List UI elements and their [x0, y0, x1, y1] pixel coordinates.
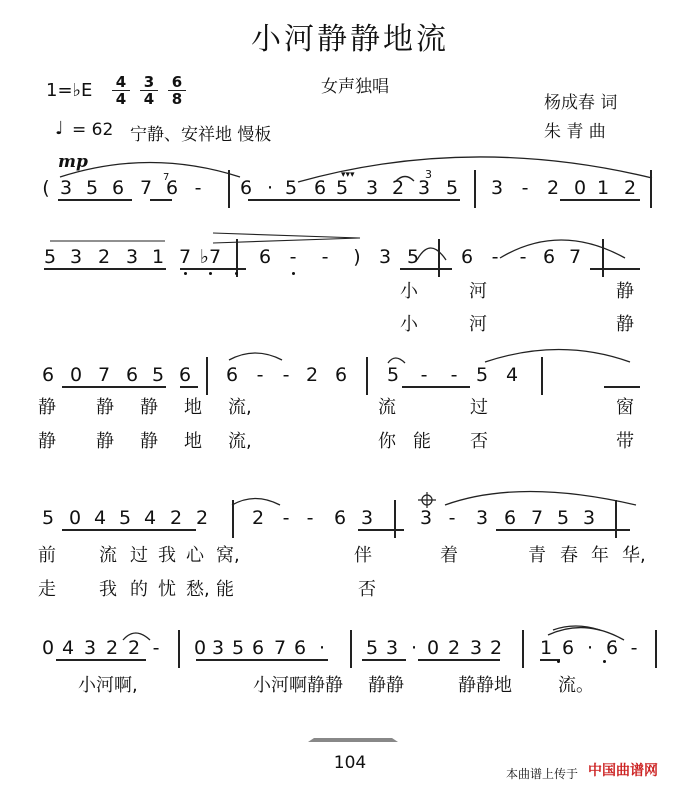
jianpu-note: 7 [97, 364, 111, 386]
lyric-verse-1: 春 [560, 545, 578, 566]
jianpu-note: 1 [539, 637, 553, 659]
sustain-dash: - [491, 246, 499, 268]
accent-mark: ▾▾▾ [341, 170, 355, 180]
dotted-note-mark: · [266, 177, 274, 199]
jianpu-note: 3 [211, 637, 225, 659]
jianpu-note: 2 [251, 507, 265, 529]
jianpu-note: 3 [378, 246, 392, 268]
jianpu-note: 2 [546, 177, 560, 199]
jianpu-note: 4 [143, 507, 157, 529]
dynamic-marking: mp [58, 152, 88, 172]
jianpu-note: 6 [239, 177, 253, 199]
lyric-verse-1: 青 [528, 545, 546, 566]
lyric-verse-1: 前 [38, 545, 56, 566]
tie-curve [388, 358, 405, 363]
jianpu-note: 0 [193, 637, 207, 659]
lyric-verse-2: 河 [469, 314, 487, 335]
jianpu-note: 5 [406, 246, 420, 268]
jianpu-note: 3 [83, 637, 97, 659]
jianpu-note: 6 [333, 507, 347, 529]
page-number: 104 [333, 753, 367, 773]
jianpu-note: 5 [475, 364, 489, 386]
lyric-verse-2: 走 [38, 579, 56, 600]
jianpu-note: 0 [426, 637, 440, 659]
jianpu-note: 2 [391, 177, 405, 199]
jianpu-note: 4 [505, 364, 519, 386]
jianpu-note: 6 [460, 246, 474, 268]
jianpu-note: 6 [258, 246, 272, 268]
lyric-verse-1: 静 [96, 397, 114, 418]
dotted-note-mark: · [318, 637, 326, 659]
lyricist-credit: 杨成春 词 [544, 93, 618, 113]
jianpu-note: ( [42, 177, 50, 199]
lyric-verse-1: 河 [469, 281, 487, 302]
sustain-dash: - [630, 637, 638, 659]
triplet-mark: 3 [425, 168, 432, 181]
lyric-verse-2: 能 [413, 431, 431, 452]
lyric-verse-2: 忧 [158, 579, 176, 600]
jianpu-note: 5 [231, 637, 245, 659]
sustain-dash: - [306, 507, 314, 529]
lyric-verse-1: 静静 [368, 675, 404, 696]
jianpu-note: 2 [305, 364, 319, 386]
jianpu-note: 3 [365, 177, 379, 199]
decrescendo-line [213, 233, 360, 238]
jianpu-note: 4 [61, 637, 75, 659]
sustain-dash: - [321, 246, 329, 268]
lyric-verse-1: 小河啊静静 [253, 675, 343, 696]
sustain-dash: - [521, 177, 529, 199]
jianpu-note: 2 [97, 246, 111, 268]
jianpu-note: 3 [582, 507, 596, 529]
sustain-dash: - [450, 364, 458, 386]
lyric-verse-1: 窝, [216, 545, 240, 566]
slur-curve [229, 353, 282, 360]
lyric-verse-1: 静 [616, 281, 634, 302]
jianpu-note: 6 [178, 364, 192, 386]
lyric-verse-1: 流 [378, 397, 396, 418]
jianpu-note: 7 [139, 177, 153, 199]
lyric-verse-1: 华, [622, 545, 646, 566]
key-signature: 1=♭E [46, 80, 93, 101]
sustain-dash: - [194, 177, 202, 199]
time-signature: 6 8 [168, 74, 186, 107]
lyric-verse-1: 心 [186, 545, 204, 566]
lyric-verse-2: 能 [216, 579, 234, 600]
lyric-verse-2: 愁, [186, 579, 210, 600]
performance-type: 女声独唱 [321, 77, 389, 97]
time-signature: 4 4 [112, 74, 130, 107]
jianpu-note: 3 [490, 177, 504, 199]
lyric-verse-2: 静 [616, 314, 634, 335]
jianpu-note: 0 [69, 364, 83, 386]
jianpu-note: 5 [43, 246, 57, 268]
sustain-dash: - [152, 637, 160, 659]
lyric-verse-1: 我 [158, 545, 176, 566]
jianpu-note: 4 [93, 507, 107, 529]
jianpu-note: 2 [105, 637, 119, 659]
jianpu-note: 6 [225, 364, 239, 386]
jianpu-note: 0 [573, 177, 587, 199]
lyric-verse-2: 地 [184, 431, 202, 452]
lyric-verse-1: 静静地 [458, 675, 512, 696]
jianpu-note: 6 [605, 637, 619, 659]
jianpu-note: 3 [360, 507, 374, 529]
slur-curve [298, 157, 652, 182]
page-ribbon [308, 738, 398, 742]
jianpu-note: 7 [530, 507, 544, 529]
jianpu-note: 5 [151, 364, 165, 386]
tempo-marking: = 62 [72, 120, 114, 140]
lyric-verse-1: 过 [470, 397, 488, 418]
jianpu-note: ♭7 [200, 246, 222, 268]
expression-marking: 宁静、安祥地 慢板 [130, 125, 272, 145]
lyric-verse-1: 静 [38, 397, 56, 418]
jianpu-note: 5 [335, 177, 349, 199]
jianpu-note: 1 [596, 177, 610, 199]
lyric-verse-2: 我 [99, 579, 117, 600]
slur-curve [417, 248, 446, 260]
lyric-verse-1: 窗 [616, 397, 634, 418]
sustain-dash: - [420, 364, 428, 386]
jianpu-note: 5 [118, 507, 132, 529]
lyric-verse-2: 否 [470, 431, 488, 452]
jianpu-note: 0 [68, 507, 82, 529]
upload-credit: 本曲谱上传于 [506, 767, 579, 781]
jianpu-note: 5 [284, 177, 298, 199]
jianpu-note: 0 [41, 637, 55, 659]
sustain-dash: - [448, 507, 456, 529]
jianpu-note: 3 [385, 637, 399, 659]
jianpu-note: 3 [475, 507, 489, 529]
jianpu-note: 6 [293, 637, 307, 659]
jianpu-note: 5 [41, 507, 55, 529]
jianpu-note: 2 [195, 507, 209, 529]
lyric-verse-1: 着 [440, 545, 458, 566]
site-logo: 中国曲谱网 [588, 763, 658, 779]
jianpu-note: ) [353, 246, 361, 268]
jianpu-note: 6 [165, 177, 179, 199]
slur-curve [232, 499, 280, 506]
sustain-dash: - [256, 364, 264, 386]
jianpu-note: 6 [125, 364, 139, 386]
sustain-dash: - [289, 246, 297, 268]
grace-note: 7 [163, 172, 170, 183]
jianpu-note: 3 [69, 246, 83, 268]
sustain-dash: - [519, 246, 527, 268]
lyric-verse-2: 流, [228, 431, 252, 452]
dotted-note-mark: · [586, 637, 594, 659]
lyric-verse-2: 静 [140, 431, 158, 452]
lyric-verse-1: 过 [130, 545, 148, 566]
slur-curve [60, 163, 240, 178]
jianpu-note: 6 [542, 246, 556, 268]
jianpu-note: 3 [417, 177, 431, 199]
jianpu-note: 6 [503, 507, 517, 529]
lyric-verse-1: 流 [99, 545, 117, 566]
jianpu-note: 2 [623, 177, 637, 199]
jianpu-note: 2 [489, 637, 503, 659]
dotted-note-mark: · [410, 637, 418, 659]
lyric-verse-2: 小 [400, 314, 418, 335]
jianpu-note: 2 [447, 637, 461, 659]
jianpu-note: 3 [469, 637, 483, 659]
sustain-dash: - [282, 507, 290, 529]
lyric-verse-1: 流。 [558, 675, 594, 696]
jianpu-note: 3 [59, 177, 73, 199]
song-title: 小河静静地流 [251, 22, 449, 57]
slur-curve [500, 240, 625, 258]
lyric-verse-1: 伴 [354, 545, 372, 566]
jianpu-note: 6 [111, 177, 125, 199]
jianpu-note: 2 [127, 637, 141, 659]
jianpu-note: 7 [568, 246, 582, 268]
lyric-verse-1: 小 [400, 281, 418, 302]
slur-curve [123, 633, 150, 640]
lyric-verse-2: 你 [378, 431, 396, 452]
time-signature: 3 4 [140, 74, 158, 107]
quarter-note-icon: ♩ [55, 118, 64, 139]
jianpu-note: 5 [365, 637, 379, 659]
jianpu-note: 6 [41, 364, 55, 386]
composer-credit: 朱 青 曲 [544, 122, 606, 142]
slur-curve [445, 492, 636, 506]
lyric-verse-1: 静 [140, 397, 158, 418]
lyric-verse-2: 静 [96, 431, 114, 452]
slur-curve [548, 628, 624, 640]
sustain-dash: - [282, 364, 290, 386]
lyric-verse-1: 地 [184, 397, 202, 418]
jianpu-note: 3 [125, 246, 139, 268]
jianpu-note: 2 [169, 507, 183, 529]
jianpu-note: 7 [178, 246, 192, 268]
slur-curve [485, 350, 630, 363]
lyric-verse-2: 静 [38, 431, 56, 452]
jianpu-note: 3 [419, 507, 433, 529]
jianpu-note: 6 [313, 177, 327, 199]
jianpu-note: 1 [151, 246, 165, 268]
jianpu-note: 7 [273, 637, 287, 659]
jianpu-note: 5 [85, 177, 99, 199]
lyric-verse-1: 小河啊, [78, 675, 138, 696]
lyric-verse-2: 带 [616, 431, 634, 452]
lyric-verse-2: 的 [130, 579, 148, 600]
lyric-verse-1: 流, [228, 397, 252, 418]
tie-curve [396, 177, 414, 182]
jianpu-note: 6 [251, 637, 265, 659]
lyric-verse-2: 否 [358, 579, 376, 600]
jianpu-note: 5 [556, 507, 570, 529]
jianpu-note: 6 [561, 637, 575, 659]
lyric-verse-1: 年 [591, 545, 609, 566]
jianpu-note: 5 [445, 177, 459, 199]
jianpu-note: 6 [334, 364, 348, 386]
jianpu-note: 5 [386, 364, 400, 386]
decrescendo-line [213, 238, 360, 243]
